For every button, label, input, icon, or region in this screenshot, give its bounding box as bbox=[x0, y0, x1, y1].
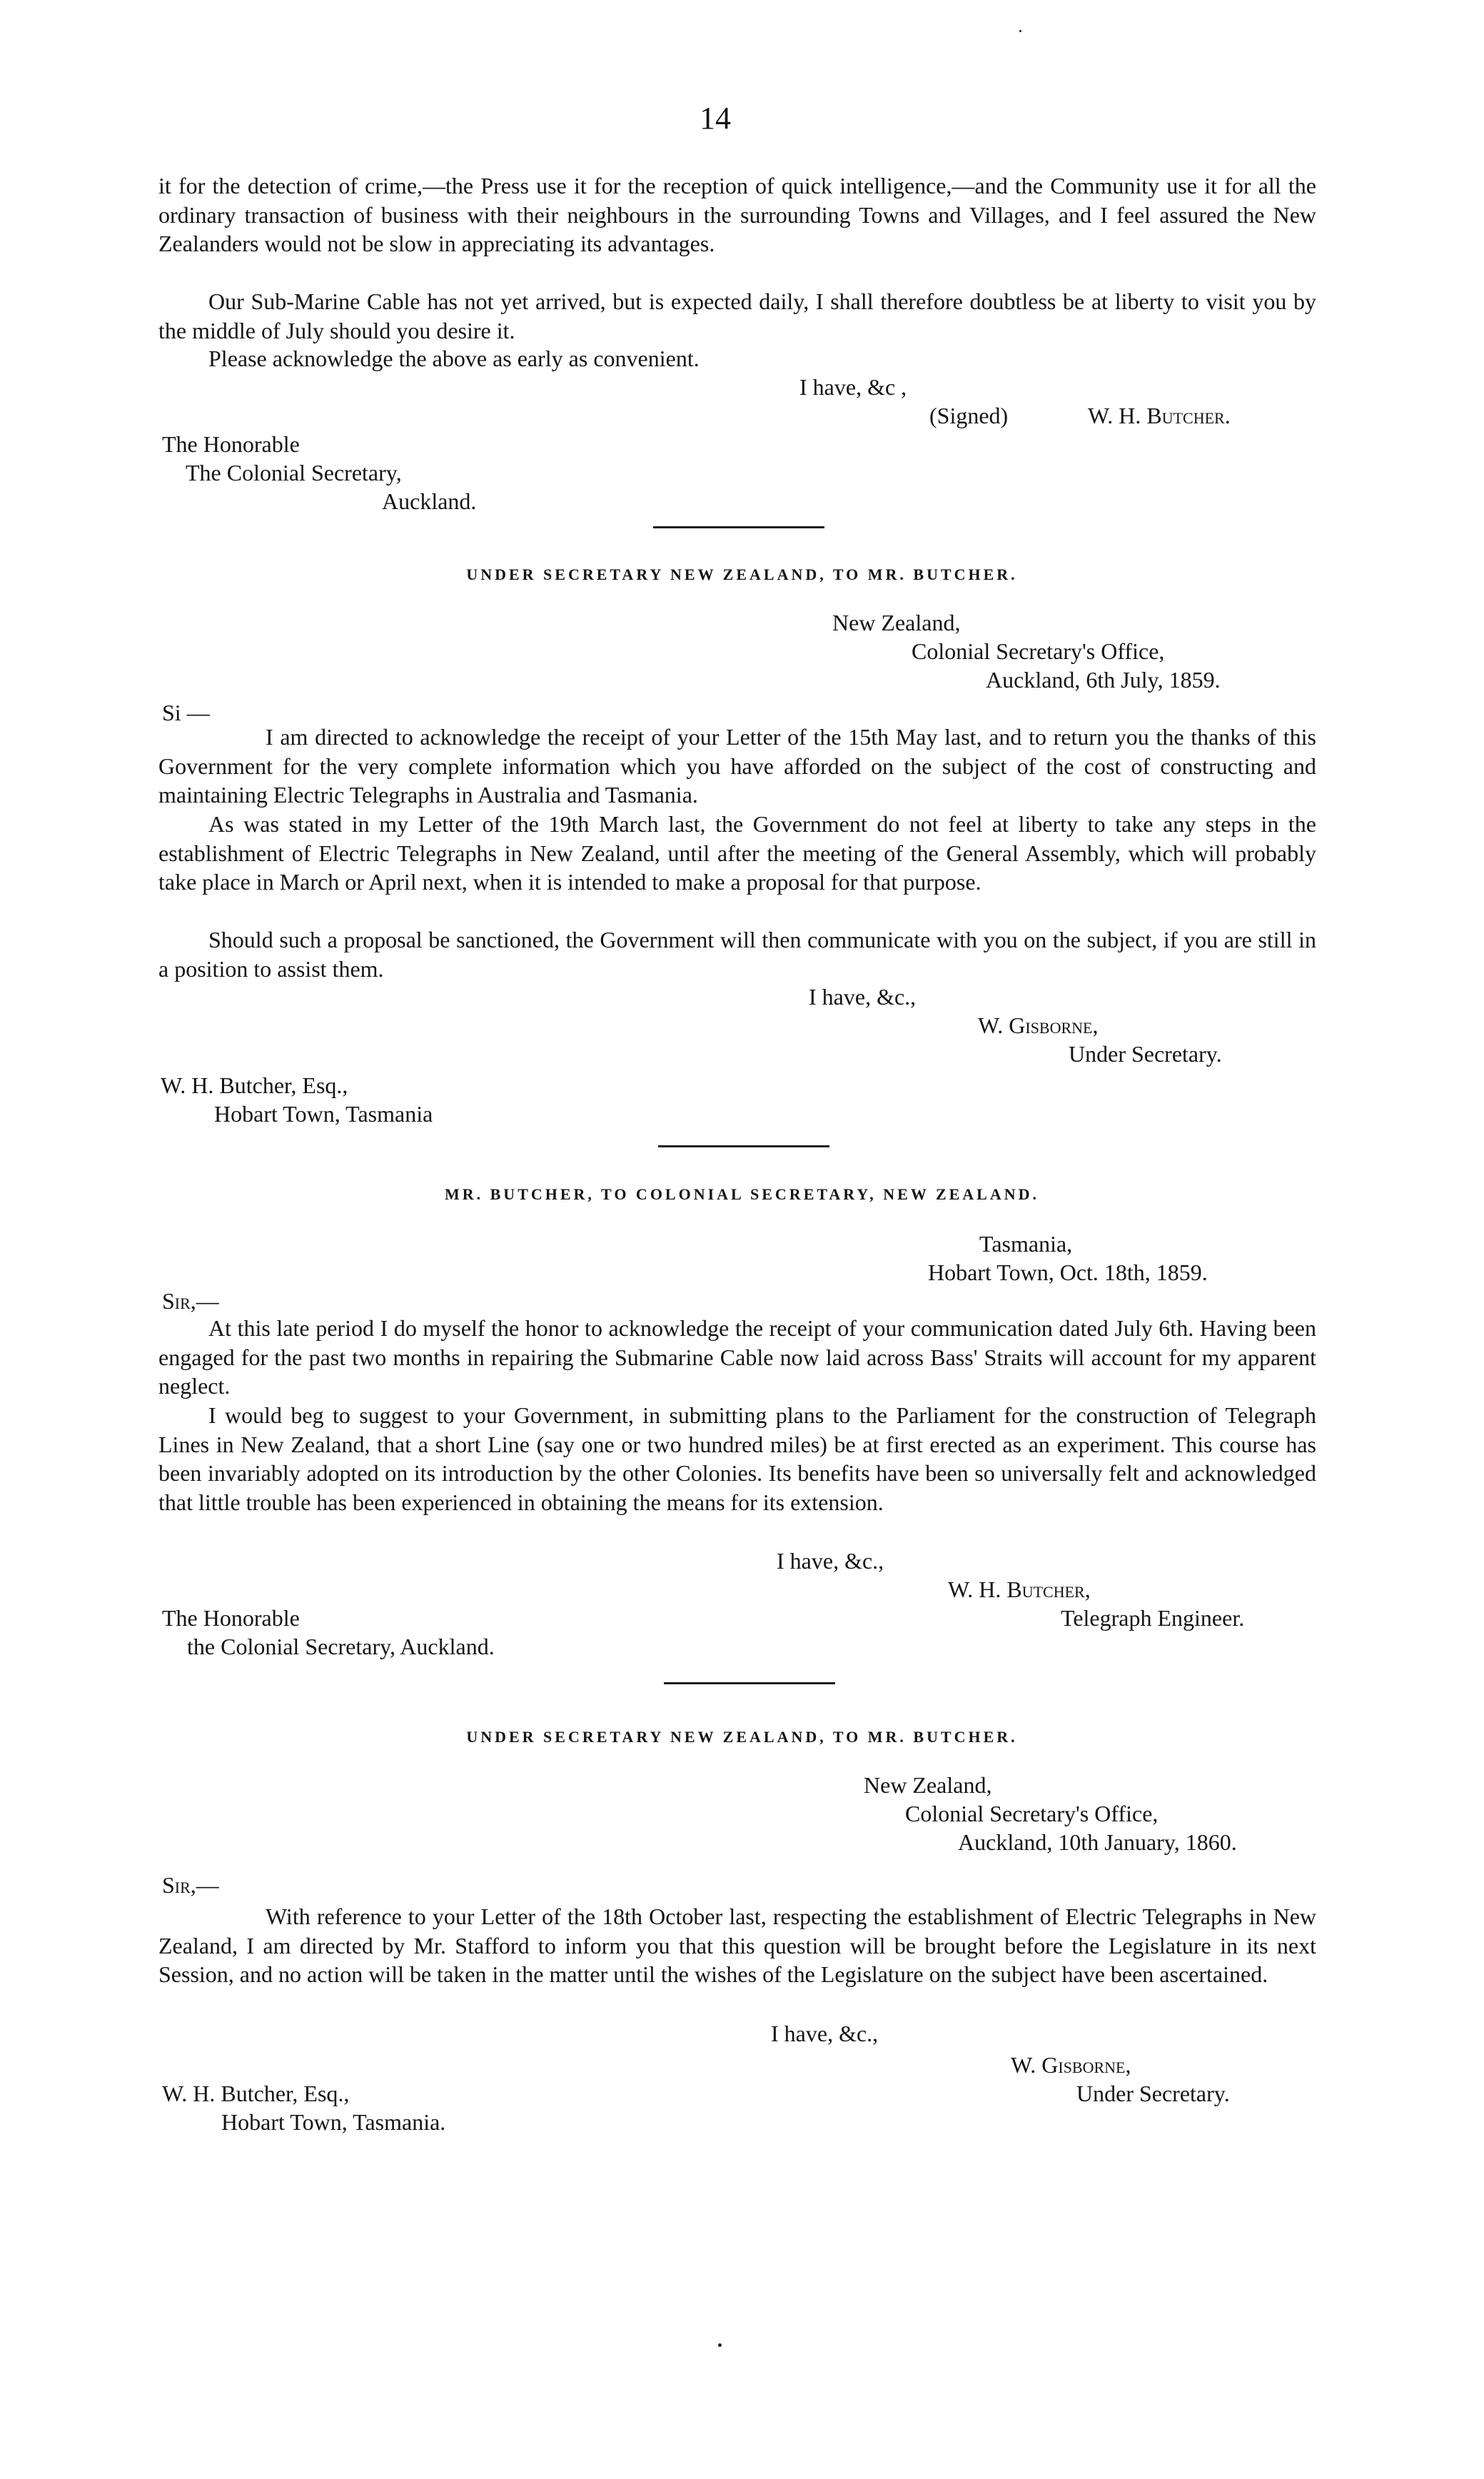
letter1-signed-label: (Signed) bbox=[929, 403, 1009, 428]
letter1-signature: W. H. Butcher. bbox=[1088, 403, 1231, 428]
letter2-salutation: Si — bbox=[162, 700, 210, 725]
letter3-paragraph-1: At this late period I do myself the honor to acknowledge the receipt of your communication dated July 6th. Having been engaged for the past two months in repairing the Submarine Cable now laid across Bass' Straits will account for my apparent neglect. bbox=[158, 1315, 1316, 1399]
letter4-signature: W. Gisborne, bbox=[1011, 2052, 1131, 2078]
letter1-addressee-line-2: The Colonial Secretary, bbox=[186, 460, 402, 486]
letter4-heading: UNDER SECRETARY NEW ZEALAND, TO MR. BUTCHER. bbox=[466, 1728, 1018, 1746]
letter4-closing: I have, &c., bbox=[771, 2021, 879, 2046]
letter3-closing: I have, &c., bbox=[777, 1548, 884, 1574]
letter3-addressee-line-2: the Colonial Secretary, Auckland. bbox=[187, 1634, 495, 1659]
letter2-address-line-1: New Zealand, bbox=[832, 610, 961, 635]
letter2-address-line-3: Auckland, 6th July, 1859. bbox=[986, 667, 1221, 693]
letter3-signature-title: Telegraph Engineer. bbox=[1061, 1605, 1245, 1631]
letter3-address-line-2: Hobart Town, Oct. 18th, 1859. bbox=[928, 1259, 1208, 1285]
letter1-paragraph-2: Our Sub-Marine Cable has not yet arrived, but is expected daily, I shall therefore doubtless be at liberty to visit you by the middle of July should you desire it. bbox=[158, 288, 1316, 343]
letter3-address-line-1: Tasmania, bbox=[979, 1231, 1073, 1257]
letter2-addressee-line-2: Hobart Town, Tasmania bbox=[214, 1101, 433, 1127]
scan-speck bbox=[1019, 30, 1021, 32]
letter2-addressee-line-1: W. H. Butcher, Esq., bbox=[161, 1072, 348, 1098]
letter1-paragraph-1: it for the detection of crime,—the Press use it for the reception of quick intelligence,—and the Community use it for all the ordinary transaction of business with their neighbours in the surrounding Towns and Villages, and I feel assured the New Zealanders would not be slow in appreciating its advantages. bbox=[158, 173, 1316, 256]
letter3-signature: W. H. Butcher, bbox=[948, 1577, 1091, 1602]
section-divider bbox=[653, 526, 824, 528]
letter4-salutation: Sir,— bbox=[162, 1872, 219, 1898]
letter2-heading: UNDER SECRETARY NEW ZEALAND, TO MR. BUTCHER. bbox=[466, 565, 1018, 583]
letter3-salutation: Sir,— bbox=[162, 1288, 219, 1314]
letter3-addressee-line-1: The Honorable bbox=[162, 1605, 300, 1631]
letter4-paragraph-1: With reference to your Letter of the 18th October last, respecting the establishment of Electric Telegraphs in New Zealand, I am directed by Mr. Stafford to inform you that this question will be brought before the Legislature in its next Session, and no action will be taken in the matter until the wishes of the Legislature on the subject have been ascertained. bbox=[158, 1904, 1316, 1987]
letter2-signature-title: Under Secretary. bbox=[1069, 1041, 1222, 1067]
letter2-signature: W. Gisborne, bbox=[978, 1012, 1099, 1038]
letter2-closing: I have, &c., bbox=[809, 984, 917, 1010]
letter2-paragraph-1: I am directed to acknowledge the receipt of your Letter of the 15th May last, and to return you the thanks of this Government for the very complete information which you have afforded on the subject of the cost of constructing and maintaining Electric Telegraphs in Australia and Tasmania. bbox=[158, 724, 1316, 808]
letter4-addressee-line-2: Hobart Town, Tasmania. bbox=[221, 2109, 446, 2135]
letter2-paragraph-2: As was stated in my Letter of the 19th March last, the Government do not feel at liberty to take any steps in the establishment of Electric Telegraphs in New Zealand, until after the meeting of the General Assembly, which will probably take place in March or April next, when it is intended to make a proposal for that purpose. bbox=[158, 811, 1316, 895]
letter4-addressee-line-1: W. H. Butcher, Esq., bbox=[162, 2081, 350, 2106]
letter1-closing: I have, &c , bbox=[799, 374, 907, 400]
section-divider bbox=[658, 1145, 829, 1147]
letter4-address-line-3: Auckland, 10th January, 1860. bbox=[958, 1829, 1237, 1855]
letter1-addressee-line-1: The Honorable bbox=[162, 431, 300, 457]
letter1-addressee-line-3: Auckland. bbox=[382, 488, 477, 514]
letter4-address-line-2: Colonial Secretary's Office, bbox=[905, 1801, 1159, 1826]
letter2-address-line-2: Colonial Secretary's Office, bbox=[912, 638, 1165, 664]
letter4-signature-title: Under Secretary. bbox=[1076, 2081, 1230, 2106]
section-divider bbox=[664, 1682, 835, 1684]
letter3-heading: MR. BUTCHER, TO COLONIAL SECRETARY, NEW ZEALAND. bbox=[444, 1185, 1040, 1203]
letter1-paragraph-3: Please acknowledge the above as early as convenient. bbox=[208, 346, 700, 371]
letter2-paragraph-3: Should such a proposal be sanctioned, the Government will then communicate with you on the subject, if you are still in a position to assist them. bbox=[158, 927, 1316, 982]
letter4-address-line-1: New Zealand, bbox=[864, 1772, 992, 1798]
scan-speck bbox=[718, 2343, 722, 2347]
page-number: 14 bbox=[700, 101, 731, 136]
letter3-paragraph-2: I would beg to suggest to your Government, in submitting plans to the Parliament for the construction of Telegraph Lines in New Zealand, that a short Line (say one or two hundred miles) be at first erected as an experiment. This course has been invariably adopted on its introduction by the other Colonies. Its benefits have been so universally felt and acknowledged that little trouble has been experienced in obtaining the means for its extension. bbox=[158, 1402, 1316, 1515]
